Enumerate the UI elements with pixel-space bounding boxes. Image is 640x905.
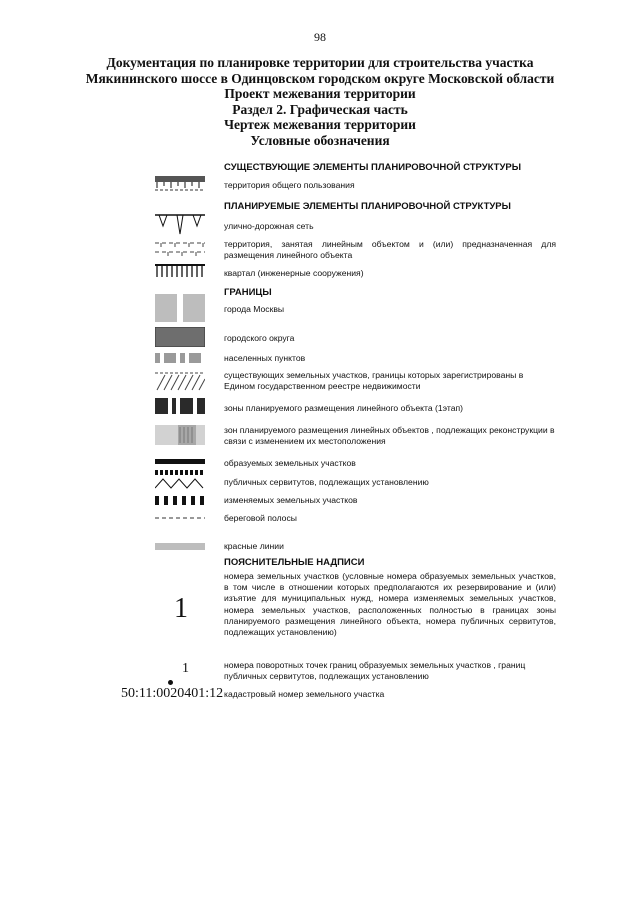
shore-strip-symbol bbox=[155, 516, 205, 520]
turning-point-dot-icon bbox=[168, 680, 173, 685]
title-line-6: Условные обозначения bbox=[250, 132, 390, 148]
red-lines-symbol bbox=[155, 543, 205, 551]
existing-plots-symbol bbox=[155, 372, 205, 392]
linear-zone-symbol bbox=[155, 398, 205, 414]
block-symbol bbox=[155, 264, 205, 278]
section-heading-borders: ГРАНИЦЫ bbox=[224, 287, 272, 298]
settlements-border-symbol bbox=[155, 353, 205, 363]
title-line-1: Документация по планировке территории для строительства участка bbox=[106, 55, 534, 70]
plot-number-symbol: 1 bbox=[174, 593, 188, 624]
legend-cadastral-number: кадастровый номер земельного участка bbox=[224, 689, 385, 699]
city-district-border-symbol bbox=[155, 327, 205, 347]
title-line-4: Раздел 2. Графическая часть bbox=[232, 101, 408, 117]
title-line-5: Чертеж межевания территории bbox=[224, 117, 416, 132]
public-territory-symbol bbox=[155, 176, 205, 193]
legend-turning-points: номера поворотных точек границ образуемых земельных участков , границ публичных сервитутов, подлежащих установлению bbox=[224, 660, 526, 682]
title-block bbox=[0, 55, 640, 148]
legend-shore-strip: береговой полосы bbox=[224, 513, 297, 523]
section-heading-planned: ПЛАНИРУЕМЫЕ ЭЛЕМЕНТЫ ПЛАНИРОВОЧНОЙ СТРУКТУРЫ bbox=[224, 201, 511, 212]
legend-public-territory: территория общего пользования bbox=[224, 180, 355, 190]
public-easements-symbol bbox=[155, 470, 205, 492]
legend-city-district: городского округа bbox=[224, 333, 295, 343]
turning-point-number-symbol: 1 bbox=[182, 661, 189, 676]
legend-settlements: населенных пунктов bbox=[224, 353, 306, 363]
title-line-2: Мякининского шоссе в Одинцовском городском округе Московской области bbox=[85, 70, 555, 86]
moscow-border-symbol bbox=[155, 294, 205, 322]
legend-moscow: города Москвы bbox=[224, 304, 285, 314]
section-heading-notes: ПОЯСНИТЕЛЬНЫЕ НАДПИСИ bbox=[224, 557, 365, 568]
legend-reconstruction-zone: зон планируемого размещения линейных объектов , подлежащих реконструкции в связи с изменением их местоположения bbox=[224, 425, 555, 447]
legend-plot-numbers: номера земельных участков (условные номера образуемых земельных участков, в том числе в отношении которых предполагаются их резервирование и (или) изъятие для муниципальных нужд, номера изменяемых земельных участков, номера земельных участков, расположенных полностью в границах зоны планируемого размещения линейного объекта, номера публичных сервитутов, подлежащих установлению) bbox=[224, 571, 556, 638]
legend-existing-plots: существующих земельных участков, границы которых зарегистрированы в Едином государственном реестре недвижимости bbox=[224, 370, 524, 392]
legend-public-easements: публичных сервитутов, подлежащих установлению bbox=[224, 477, 429, 487]
title-line-3: Проект межевания территории bbox=[224, 86, 416, 101]
legend-linear-object-territory: территория, занятая линейным объектом и (или) предназначенная для размещения линейного объекта bbox=[224, 239, 556, 261]
reconstruction-zone-symbol bbox=[155, 425, 205, 445]
legend-red-lines: красные линии bbox=[224, 541, 284, 551]
formed-plots-symbol bbox=[155, 459, 205, 465]
cadastral-number-symbol: 50:11:0020401:12 bbox=[121, 686, 224, 701]
legend-formed-plots: образуемых земельных участков bbox=[224, 458, 356, 468]
legend-linear-zone: зоны планируемого размещения линейного объекта (1этап) bbox=[224, 403, 463, 413]
legend-block: квартал (инженерные сооружения) bbox=[224, 268, 364, 278]
page-number: 98 bbox=[314, 30, 326, 44]
section-heading-existing: СУЩЕСТВУЮЩИЕ ЭЛЕМЕНТЫ ПЛАНИРОВОЧНОЙ СТРУКТУРЫ bbox=[224, 162, 522, 173]
changed-plots-symbol bbox=[155, 496, 205, 505]
legend-changed-plots: изменяемых земельных участков bbox=[224, 495, 358, 505]
street-network-symbol bbox=[155, 214, 205, 236]
legend-street-network: улично-дорожная сеть bbox=[224, 221, 314, 231]
linear-object-territory-symbol bbox=[155, 240, 205, 258]
